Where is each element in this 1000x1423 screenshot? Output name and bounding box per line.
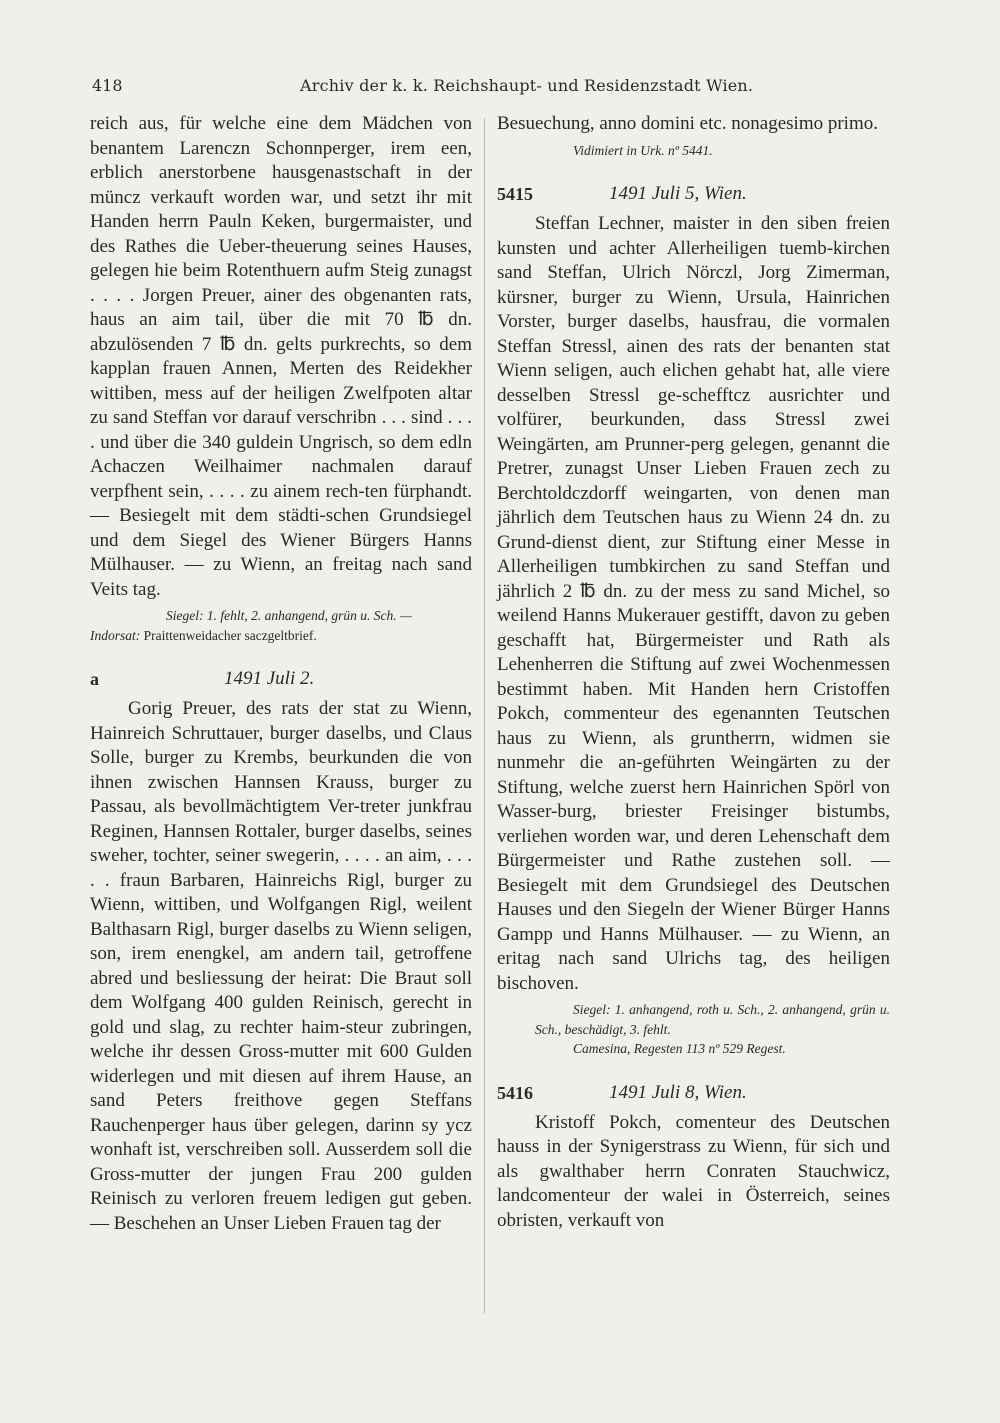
entry-heading-5415 bbox=[497, 182, 890, 206]
continued-paragraph-right: Besuechung, anno domini etc. nonagesimo primo. bbox=[497, 113, 878, 134]
vidimiert-note: Vidimiert in Urk. nº 5441. bbox=[573, 142, 713, 158]
running-title: Archiv der k. k. Reichshaupt- und Residenzstadt Wien. bbox=[300, 76, 754, 95]
entry-number: 5416 bbox=[497, 1082, 533, 1103]
entry-number: a bbox=[90, 669, 99, 689]
entry-text-a: Gorig Preuer, des rats der stat zu Wienn, Hainreich Schruttauer, burger daselbs, und Claus Solle, burger zu Krembs, beurkunden die von ihnen zwischen Hannsen Krauss, burger zu Passau, als bevollmächtigtem Ver-treter junkfrau Reginen, Hannsen Rottaler, burger daselbs, seines sweher, tochter, seiner swegerin, . . . . an aim, . . . . . fraun Barbaren, Hainreichs Rigl, burger zu Wienn, wittiben, und Wolfgangen Rigl, weilent Balthasarn Rigl, burger daselbs zu Wienn seligen, son, irem enengkel, am andern tail, getroffene abred und besliessung der heirat: Die Braut soll dem Wolfgang 400 gulden Reinisch, gerecht in gold und slag, zu rechter haim-steur zubringen, welche ihr dessen Gross-mutter mit 600 Gulden widerlegen und mit diesen auf ihrem Hause, an sand Peters freithove gegen Steffans Rauchenperger haus über gelegen, darinn sy ycz wonhaft ist, verschreiben soll. Ausserdem soll die Gross-mutter der jungen Frau 200 gulden Reinisch zu verloren freuem ledigen gut geben. — Beschehen an Unser Lieben Frauen tag der bbox=[90, 698, 472, 1234]
regest-note-5415: Camesina, Regesten 113 nº 529 Regest. bbox=[573, 1041, 786, 1056]
indorsat-note bbox=[90, 626, 472, 646]
seal-note: Siegel: 1. fehlt, 2. anhangend, grün u. Sch. — bbox=[166, 608, 412, 623]
entry-date: 1491 Juli 5, Wien. bbox=[609, 183, 747, 204]
continued-paragraph: reich aus, für welche eine dem Mädchen von benantem Larenczn Schonnperger, irem een, erblich anerstorbene hausgenastschaft in der müncz verkauft worden war, und setzt ihr mit Handen herrn Pauln Keken, burgermaister, und des Rathes die Ueber-theuerung seines Hauses, gelegen hie beim Rotenthuern aufm Steig zunagst . . . . Jorgen Preuer, ainer des obgenanten rats, haus an aim tail, über die mit 70 ℔ dn. abzulösenden 7 ℔ dn. gelts purkrechts, so dem kapplan frauen Annen, Merten des Reidekher wittiben, mess auf der heiligen Zwelfpoten altar zu sand Steffan vor darauf verschribn . . . sind . . . . und über die 340 guldein Ungrisch, so dem edln Achaczen Weilhaimer nachmalen darauf verpfhent sein, . . . . zu ainem rech-ten fürphandt. — Besiegelt mit dem städti-schen Grundsiegel und dem Siegel des Wiener Bürgers Hanns Mülhauser. — zu Wienn, an freitag nach sand Veits tag. bbox=[90, 113, 472, 600]
seal-note-5415: Siegel: 1. anhangend, roth u. Sch., 2. anhangend, grün u. Sch., beschädigt, 3. fehlt. bbox=[535, 1002, 890, 1037]
entry-date: 1491 Juli 2. bbox=[224, 668, 315, 689]
entry-heading-a bbox=[90, 667, 472, 691]
right-column bbox=[497, 112, 890, 1233]
left-column bbox=[90, 112, 472, 1236]
page-number: 418 bbox=[92, 76, 123, 95]
indorsat-label: Indorsat: bbox=[90, 627, 141, 643]
entry-heading-5416 bbox=[497, 1081, 890, 1105]
indorsat-text: Praittenweidacher saczgeltbrief. bbox=[143, 627, 317, 643]
entry-text-5416: Kristoff Pokch, comenteur des Deutschen hauss in der Synigerstrass zu Wienn, für sich und als gwalthaber herrn Conraten Stauchwicz, landcomenteur der walei in Österreich, seines obristen, verkauft von bbox=[497, 1111, 890, 1231]
entry-number: 5415 bbox=[497, 184, 533, 204]
column-divider bbox=[484, 118, 485, 1313]
entry-text-5415: Steffan Lechner, maister in den siben freien kunsten und achter Allerheiligen tuemb-kirchen sand Steffan, Ulrich Nörczl, Jorg Zimerman, kürsner, burger zu Wienn, Ursula, Hainrichen Vorster, burger daselbs, hausfrau, die vormalen Steffan Stressl, ainen des rats der benanten stat Wienn seligen, auch elichen gehabt hat, alle viere desselben Stressl ge-schefftcz ausrichter und volfürer, beurkunden, dass Stressl zwei Weingärten, am Prunner-perg gelegen, genannt die Pretrer, zunagst Unser Lieben Frauen zech zu Berchtoldczdorff weingarten, von denen man jährlich dem Teutschen haus zu Wienn 24 dn. zu Grund-dienst dient, zur Stiftung einer Messe in Allerheiligen tumbkirchen zu sand Steffan und jährlich 2 ℔ dn. zu der mess zu sand Michel, so weilend Hanns Mukerauer gestifft, davon zu geben geschafft hat, Bürgermeister und Rath als Lehenherren die Stiftung auf zwei Wochenmessen bestimmt haben. Mit Handen hern Cristoffen Pokch, commenteur des egenannten Teutschen haus zu Wienn, als gruntherrn, widmen sie nunmehr die an-geführten Weingärten zu der Stiftung, welche zuerst hern Hainrichen Spörl von Wasser-burg, briester Freisinger bistumbs, verliehen worden war, und deren Lehenschaft dem Bürgermeister und Rathe zustehen soll. — Besiegelt mit dem Grundsiegel des Deutschen Hauses und den Siegeln der Wiener Bürger Hanns Gampp und Hanns Mülhauser. — zu Wienn, an eritag nach sand Ulrichs tag, des heiligen bischoven. bbox=[497, 213, 890, 994]
entry-date: 1491 Juli 8, Wien. bbox=[609, 1081, 747, 1103]
